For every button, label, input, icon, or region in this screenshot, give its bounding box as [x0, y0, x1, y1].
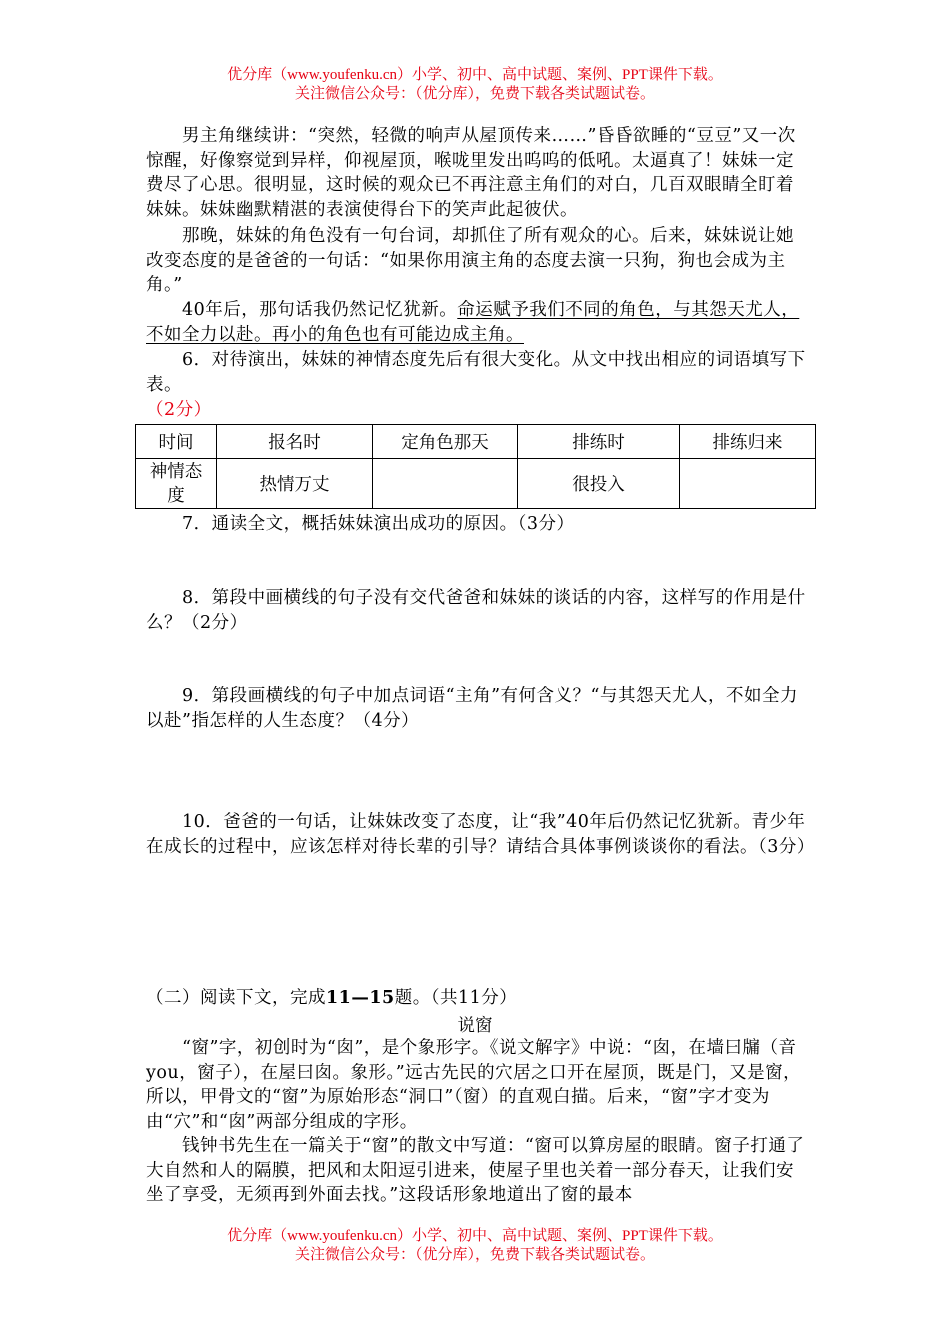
section-2-intro: [146, 986, 810, 1011]
article-title: 说窗: [457, 1016, 493, 1036]
question-9: 9．第段画横线的句子中加点词语“主角”有何含义？“与其怨天尤人，不如全力以赴”指怎样的人生态度？（4分）: [146, 686, 798, 731]
section-2-range: 11—15: [326, 988, 395, 1008]
footer-line-1: 优分库（www.youfenku.cn）小学、初中、高中试题、案例、PPT课件下载。: [227, 1228, 723, 1244]
table-row-label: 神情态度: [136, 459, 217, 509]
table-header-cell: 排练时: [518, 425, 680, 459]
table-cell: 热情万丈: [217, 459, 373, 509]
section-2-intro-a: （二）阅读下文，完成: [146, 988, 326, 1008]
passage-paragraph-1: 男主角继续讲：“突然，轻微的响声从屋顶传来……”昏昏欲睡的“豆豆”又一次惊醒，好像察觉到异样，仰视屋顶，喉咙里发出呜呜的低吼。太逼真了！妹妹一定费尽了心思。很明显，这时候的观众已不再注意主角们的对白，几百双眼睛全盯着妹妹。妹妹幽默精湛的表演使得台下的笑声此起彼伏。: [146, 126, 796, 220]
table-cell-blank[interactable]: [373, 459, 518, 509]
table-header-cell: 排练归来: [680, 425, 816, 459]
footer-line-2: 关注微信公众号：（优分库），免费下载各类试题试卷。: [294, 1247, 655, 1263]
article-paragraph-2: 钱钟书先生在一篇关于“窗”的散文中写道：“窗可以算房屋的眼睛。窗子打通了大自然和人的隔膜，把风和太阳逗引进来，使屋子里也关着一部分春天，让我们安坐了享受，无须再到外面去找。”这段话形象地道出了窗的最本: [146, 1136, 805, 1205]
table-cell: 很投入: [518, 459, 680, 509]
passage-paragraph-2: 那晚，妹妹的角色没有一句台词，却抓住了所有观众的心。后来，妹妹说让她改变态度的是爸爸的一句话：“如果你用演主角的态度去演一只狗，狗也会成为主角。”: [146, 226, 794, 295]
table-header-row: [136, 425, 816, 459]
question-10: 10．爸爸的一句话，让妹妹改变了态度，让“我”40年后仍然记忆犹新。青少年在成长的过程中，应该怎样对待长辈的引导？请结合具体事例谈谈你的看法。（3分）: [146, 812, 815, 857]
table-row: [136, 459, 816, 509]
header-line-1: 优分库（www.youfenku.cn）小学、初中、高中试题、案例、PPT课件下载。: [227, 67, 723, 83]
question-6-score: （2分）: [146, 400, 212, 420]
passage-paragraph-3: [146, 298, 810, 347]
table-cell-blank[interactable]: [680, 459, 816, 509]
header-line-2: 关注微信公众号：（优分库），免费下载各类试题试卷。: [294, 86, 655, 102]
passage-p3-underlined: 命运赋予我们不同的角色，与其怨天尤人，不如全力以赴。再小的角色也有可能边成主角。: [146, 300, 800, 345]
table-header-cell: 时间: [136, 425, 217, 459]
section-2-intro-b: 题。（共11分）: [394, 988, 518, 1008]
question-7: 7．通读全文，概括妹妹演出成功的原因。（3分）: [182, 514, 575, 534]
table-header-cell: 报名时: [217, 425, 373, 459]
answer-table: [135, 424, 816, 509]
article-paragraph-1: “窗”字，初创时为“囱”，是个象形字。《说文解字》中说：“囱，在墙曰牖（音you，窗子），在屋曰囱。象形。”远古先民的穴居之口开在屋顶，既是门，又是窗，所以，甲骨文的“窗”为原始形态“洞口”（窗）的直观白描。后来，“窗”字才变为由“穴”和“囱”两部分组成的字形。: [146, 1038, 802, 1132]
table-header-cell: 定角色那天: [373, 425, 518, 459]
question-6: 6．对待演出，妹妹的神情态度先后有很大变化。从文中找出相应的词语填写下表。: [146, 350, 806, 395]
question-8: 8．第段中画横线的句子没有交代爸爸和妹妹的谈话的内容，这样写的作用是什么？（2分）: [146, 588, 806, 633]
passage-p3-plain: 40年后，那句话我仍然记忆犹新。: [182, 300, 458, 320]
